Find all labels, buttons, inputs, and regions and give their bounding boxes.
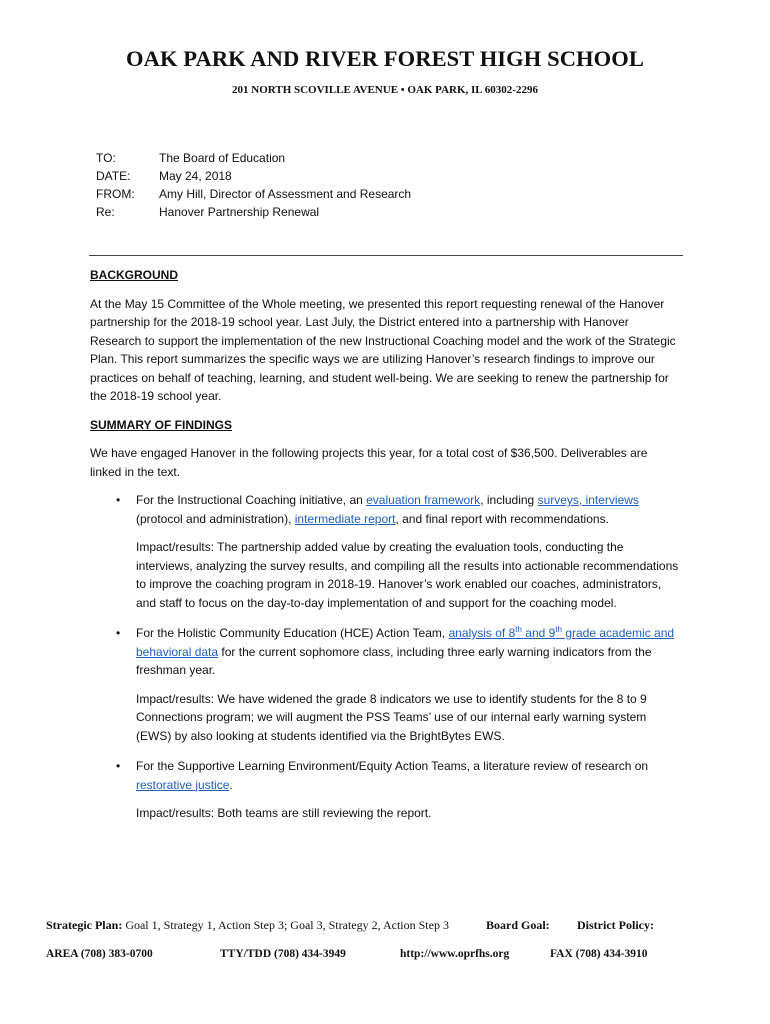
background-heading: BACKGROUND [90,268,178,282]
bullet-icon: • [116,759,121,773]
findings-item-hce [90,624,682,680]
evaluation-framework-link[interactable]: evaluation framework [366,493,481,507]
fax-number: FAX (708) 434-3910 [550,948,648,960]
memo-date-row [96,167,411,185]
memo-to-label: TO: [96,151,116,165]
district-policy-label: District Policy: [577,918,654,932]
strategic-plan-value: Goal 1, Strategy 1, Action Step 3; Goal 3, Strategy 2, Action Step 3 [122,918,449,932]
footer-alignment-row [46,918,686,933]
phone-tty: TTY/TDD (708) 434-3949 [220,948,346,960]
item3-text-b: . [229,777,233,792]
board-goal-label: Board Goal: [486,918,550,932]
item2-impact: Impact/results: We have widened the grade 8 indicators we use to identify students for the 8 to 9 Connections program; we will augment the PSS Teams’ use of our internal early warning system (EWS) by also looking at students identified via the BrightBytes EWS. [136,691,647,743]
school-name: OAK PARK AND RIVER FOREST HIGH SCHOOL [126,46,644,71]
item1-text-b: , including [480,493,538,507]
findings-item-equity [90,757,682,794]
memo-header [96,149,411,221]
summary-intro: We have engaged Hanover in the following projects this year, for a total cost of $36,500. Deliverables are linked in the text. [90,446,648,479]
memo-re-label: Re: [96,205,115,219]
link-sup: th [555,625,562,634]
bullet-icon: • [116,493,121,507]
memo-date-value: May 24, 2018 [159,169,232,183]
intermediate-report-link[interactable]: intermediate report [294,511,396,526]
item1-text-c: (protocol and administration), [136,511,295,526]
memo-from-row [96,185,411,203]
header-divider [89,255,683,256]
summary-heading: SUMMARY OF FINDINGS [90,417,233,432]
strategic-plan [46,918,486,933]
memo-re-value: Hanover Partnership Renewal [159,205,320,219]
memo-date-label: DATE: [96,169,131,183]
item1-impact: Impact/results: The partnership added value by creating the evaluation tools, conducting the interviews, analyzing the survey results, and compiling all the results into actionable recommendations to improve the coaching program in 2018-19. Hanover’s work enabled our coaches, administrators, and staff to focus on the day-to-day implementation of and support for the coaching model. [136,540,679,610]
restorative-justice-link[interactable]: restorative justice [136,777,230,792]
bullet-icon: • [116,626,121,640]
background-paragraph: At the May 15 Committee of the Whole meeting, we presented this report requesting renewal of the Hanover partnership for the 2018-19 school year. Last July, the District entered into a partnership with Hanover Research to support the implementation of the new Instructional Coaching model and the work of the Strategic Plan. This report summarizes the specific ways we are utilizing Hanover’s research findings to improve our practices on behalf of teaching, learning, and student well-being. We are seeking to renew the partnership for the 2018-19 school year. [90,296,676,403]
link-sup: th [515,625,522,634]
link-part: analysis of 8 [448,626,516,640]
memo-from-value: Amy Hill, Director of Assessment and Research [159,187,412,201]
findings-item-coaching [90,491,682,528]
memo-to-value: The Board of Education [159,151,286,165]
link-part: and 9 [521,626,556,640]
memo-from-label: FROM: [96,187,135,201]
surveys-interviews-link[interactable]: surveys, interviews [537,493,639,507]
memo-body [90,266,682,835]
item2-text-b: for the current sophomore class, including three early warning indicators from the freshman year. [136,644,652,677]
item1-text-d: , and final report with recommendations. [395,511,609,526]
phone-area: AREA (708) 383-0700 [46,948,153,960]
strategic-plan-label: Strategic Plan: [46,918,123,932]
website-link[interactable]: http://www.oprfhs.org [400,948,510,960]
memo-to-row [96,149,411,167]
link-part: grade academic and behavioral data [136,626,675,659]
memo-re-row [96,203,411,221]
school-address: 201 NORTH SCOVILLE AVENUE • OAK PARK, IL 60302-2296 [232,84,538,96]
item1-text-a: For the Instructional Coaching initiative, an [136,493,367,507]
item3-impact: Impact/results: Both teams are still reviewing the report. [136,806,432,820]
item3-text-a: For the Supportive Learning Environment/Equity Action Teams, a literature review of research on [136,759,649,773]
item2-text-a: For the Holistic Community Education (HCE) Action Team, [136,626,449,640]
